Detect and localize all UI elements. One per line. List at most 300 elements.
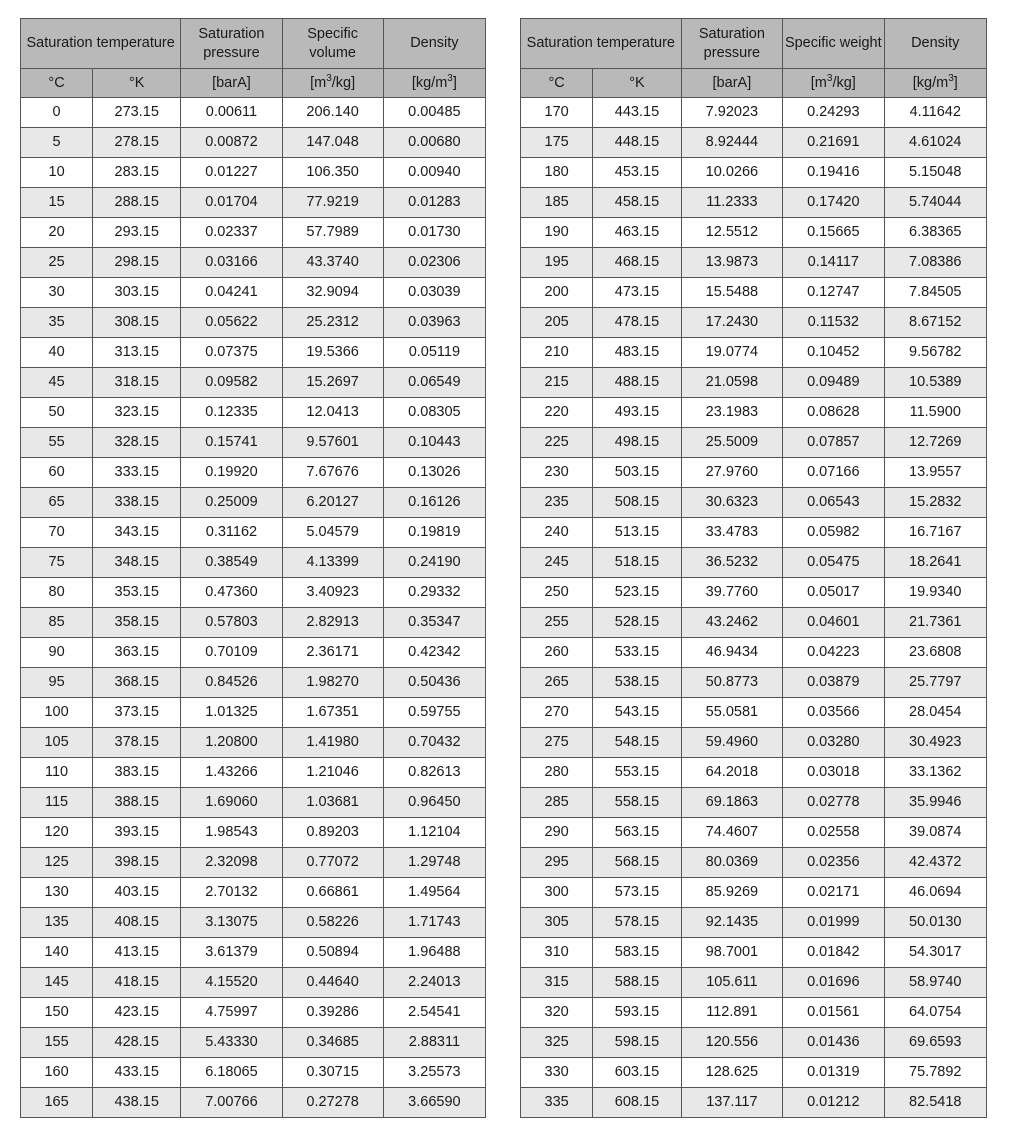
cell-temp-kelvin: 548.15 [593,728,681,758]
cell-saturation-pressure: 0.25009 [181,488,282,518]
cell-density: 58.9740 [884,968,986,998]
cell-temp-celsius: 165 [21,1088,93,1118]
cell-saturation-pressure: 120.556 [681,1028,782,1058]
cell-temp-kelvin: 303.15 [93,278,181,308]
cell-temp-celsius: 65 [21,488,93,518]
cell-temp-kelvin: 473.15 [593,278,681,308]
cell-temp-kelvin: 448.15 [593,128,681,158]
cell-temp-celsius: 295 [521,848,593,878]
cell-density: 69.6593 [884,1028,986,1058]
cell-temp-celsius: 175 [521,128,593,158]
table-row [21,998,486,1028]
cell-temp-celsius: 190 [521,218,593,248]
cell-specific-volume: 0.89203 [282,818,383,848]
table-row [521,818,987,848]
cell-temp-celsius: 160 [21,1058,93,1088]
cell-specific-volume: 32.9094 [282,278,383,308]
table-row [21,428,486,458]
cell-specific-volume: 1.67351 [282,698,383,728]
cell-saturation-pressure: 3.13075 [181,908,282,938]
cell-density: 1.29748 [383,848,485,878]
table-row [521,998,987,1028]
cell-specific-volume: 0.03018 [783,758,884,788]
cell-temp-celsius: 95 [21,668,93,698]
cell-saturation-pressure: 0.01227 [181,158,282,188]
cell-density: 50.0130 [884,908,986,938]
cell-density: 0.01730 [383,218,485,248]
cell-temp-celsius: 210 [521,338,593,368]
cell-specific-volume: 0.24293 [783,98,884,128]
cell-density: 75.7892 [884,1058,986,1088]
cell-temp-kelvin: 348.15 [93,548,181,578]
cell-temp-celsius: 100 [21,698,93,728]
table-row [21,1058,486,1088]
cell-temp-kelvin: 483.15 [593,338,681,368]
cell-temp-celsius: 45 [21,368,93,398]
cell-specific-volume: 0.01696 [783,968,884,998]
cell-saturation-pressure: 0.19920 [181,458,282,488]
cell-temp-celsius: 255 [521,608,593,638]
cell-temp-kelvin: 538.15 [593,668,681,698]
cell-density: 6.38365 [884,218,986,248]
cell-specific-volume: 0.03280 [783,728,884,758]
cell-temp-celsius: 55 [21,428,93,458]
cell-temp-kelvin: 513.15 [593,518,681,548]
cell-specific-volume: 0.58226 [282,908,383,938]
cell-temp-celsius: 290 [521,818,593,848]
table-row [521,278,987,308]
cell-temp-celsius: 85 [21,608,93,638]
cell-density: 0.00940 [383,158,485,188]
table-row [521,458,987,488]
cell-temp-kelvin: 298.15 [93,248,181,278]
cell-saturation-pressure: 0.05622 [181,308,282,338]
cell-density: 0.29332 [383,578,485,608]
cell-temp-celsius: 145 [21,968,93,998]
cell-specific-volume: 2.82913 [282,608,383,638]
table-row [521,698,987,728]
cell-saturation-pressure: 10.0266 [681,158,782,188]
cell-density: 0.05119 [383,338,485,368]
unit-volume-prefix: [m [810,74,827,91]
cell-specific-volume: 0.05017 [783,578,884,608]
cell-saturation-pressure: 11.2333 [681,188,782,218]
cell-density: 0.03039 [383,278,485,308]
cell-saturation-pressure: 92.1435 [681,908,782,938]
table-row [21,218,486,248]
cell-temp-celsius: 335 [521,1088,593,1118]
cell-temp-kelvin: 498.15 [593,428,681,458]
cell-specific-volume: 1.21046 [282,758,383,788]
header-density: Density [383,19,485,69]
cell-temp-celsius: 310 [521,938,593,968]
cell-specific-volume: 0.01436 [783,1028,884,1058]
cell-specific-volume: 0.01999 [783,908,884,938]
cell-density: 39.0874 [884,818,986,848]
cell-specific-volume: 77.9219 [282,188,383,218]
cell-saturation-pressure: 15.5488 [681,278,782,308]
unit-pressure: [barA] [681,69,782,98]
cell-temp-kelvin: 598.15 [593,1028,681,1058]
cell-temp-celsius: 330 [521,1058,593,1088]
cell-saturation-pressure: 2.70132 [181,878,282,908]
cell-density: 0.24190 [383,548,485,578]
unit-volume [282,69,383,98]
cell-temp-kelvin: 368.15 [93,668,181,698]
table-row [21,158,486,188]
table-row [521,788,987,818]
cell-density: 42.4372 [884,848,986,878]
table-row [521,128,987,158]
cell-saturation-pressure: 64.2018 [681,758,782,788]
cell-temp-kelvin: 408.15 [93,908,181,938]
unit-density-sup: 3 [948,72,954,84]
cell-specific-volume: 0.14117 [783,248,884,278]
table-row [521,728,987,758]
cell-temp-celsius: 35 [21,308,93,338]
cell-temp-celsius: 205 [521,308,593,338]
cell-temp-celsius: 155 [21,1028,93,1058]
cell-temp-kelvin: 318.15 [93,368,181,398]
table-row [521,908,987,938]
cell-temp-celsius: 230 [521,458,593,488]
table-row [521,518,987,548]
cell-temp-celsius: 235 [521,488,593,518]
cell-specific-volume: 0.01212 [783,1088,884,1118]
cell-saturation-pressure: 7.00766 [181,1088,282,1118]
cell-density: 0.82613 [383,758,485,788]
cell-density: 21.7361 [884,608,986,638]
cell-temp-celsius: 20 [21,218,93,248]
cell-density: 5.74044 [884,188,986,218]
cell-specific-volume: 0.07857 [783,428,884,458]
cell-temp-celsius: 140 [21,938,93,968]
table-row [521,1088,987,1118]
cell-temp-celsius: 120 [21,818,93,848]
cell-specific-volume: 43.3740 [282,248,383,278]
cell-temp-celsius: 10 [21,158,93,188]
table-row [521,188,987,218]
cell-specific-volume: 3.40923 [282,578,383,608]
table-row [521,218,987,248]
cell-specific-volume: 147.048 [282,128,383,158]
cell-specific-volume: 0.27278 [282,1088,383,1118]
cell-saturation-pressure: 25.5009 [681,428,782,458]
cell-temp-celsius: 265 [521,668,593,698]
table-row [521,578,987,608]
cell-saturation-pressure: 0.31162 [181,518,282,548]
cell-density: 28.0454 [884,698,986,728]
unit-density-prefix: [kg/m [912,74,949,91]
table-row [21,398,486,428]
cell-density: 46.0694 [884,878,986,908]
cell-temp-kelvin: 543.15 [593,698,681,728]
cell-saturation-pressure: 7.92023 [681,98,782,128]
cell-temp-kelvin: 553.15 [593,758,681,788]
table-row [21,698,486,728]
cell-density: 16.7167 [884,518,986,548]
cell-specific-volume: 0.44640 [282,968,383,998]
table-row [521,338,987,368]
cell-density: 10.5389 [884,368,986,398]
cell-specific-volume: 25.2312 [282,308,383,338]
cell-temp-celsius: 195 [521,248,593,278]
cell-temp-celsius: 185 [521,188,593,218]
cell-density: 0.00680 [383,128,485,158]
table-row [21,488,486,518]
cell-saturation-pressure: 0.38549 [181,548,282,578]
unit-density-suffix: ] [452,74,457,91]
table-row [521,1028,987,1058]
cell-specific-volume: 7.67676 [282,458,383,488]
cell-temp-kelvin: 438.15 [93,1088,181,1118]
cell-temp-kelvin: 458.15 [593,188,681,218]
unit-volume-sup: 3 [326,72,332,84]
table-row [521,608,987,638]
cell-temp-celsius: 320 [521,998,593,1028]
steam-table-right [520,18,987,1118]
cell-density: 3.25573 [383,1058,485,1088]
cell-density: 4.11642 [884,98,986,128]
cell-density: 82.5418 [884,1088,986,1118]
table-row [521,848,987,878]
cell-saturation-pressure: 3.61379 [181,938,282,968]
unit-density [884,69,986,98]
unit-volume [783,69,884,98]
table-row [21,278,486,308]
cell-specific-volume: 0.02356 [783,848,884,878]
cell-specific-volume: 1.03681 [282,788,383,818]
cell-density: 0.02306 [383,248,485,278]
cell-temp-kelvin: 558.15 [593,788,681,818]
table-row [21,518,486,548]
header-specific-volume: Specific volume [282,19,383,69]
cell-density: 0.19819 [383,518,485,548]
cell-specific-volume: 0.15665 [783,218,884,248]
table-row [521,668,987,698]
header-density: Density [884,19,986,69]
cell-temp-celsius: 125 [21,848,93,878]
cell-temp-kelvin: 313.15 [93,338,181,368]
cell-saturation-pressure: 6.18065 [181,1058,282,1088]
cell-saturation-pressure: 0.57803 [181,608,282,638]
cell-density: 0.42342 [383,638,485,668]
cell-saturation-pressure: 21.0598 [681,368,782,398]
cell-specific-volume: 0.02171 [783,878,884,908]
cell-saturation-pressure: 43.2462 [681,608,782,638]
unit-celsius: °C [521,69,593,98]
table-row [21,818,486,848]
cell-saturation-pressure: 0.00611 [181,98,282,128]
cell-temp-kelvin: 328.15 [93,428,181,458]
cell-specific-volume: 0.08628 [783,398,884,428]
cell-temp-kelvin: 608.15 [593,1088,681,1118]
unit-kelvin: °K [593,69,681,98]
cell-density: 1.96488 [383,938,485,968]
cell-specific-volume: 0.05982 [783,518,884,548]
cell-density: 30.4923 [884,728,986,758]
cell-specific-volume: 0.66861 [282,878,383,908]
cell-temp-kelvin: 283.15 [93,158,181,188]
cell-density: 3.66590 [383,1088,485,1118]
table-row [21,638,486,668]
table-row [521,878,987,908]
cell-density: 0.50436 [383,668,485,698]
table-row [521,938,987,968]
cell-specific-volume: 0.01561 [783,998,884,1028]
cell-density: 0.70432 [383,728,485,758]
cell-temp-celsius: 25 [21,248,93,278]
cell-temp-kelvin: 383.15 [93,758,181,788]
cell-temp-kelvin: 453.15 [593,158,681,188]
cell-saturation-pressure: 39.7760 [681,578,782,608]
cell-saturation-pressure: 46.9434 [681,638,782,668]
cell-saturation-pressure: 1.69060 [181,788,282,818]
table-row [521,248,987,278]
cell-temp-celsius: 225 [521,428,593,458]
table-row [21,338,486,368]
unit-density-suffix: ] [953,74,958,91]
cell-temp-celsius: 0 [21,98,93,128]
cell-saturation-pressure: 69.1863 [681,788,782,818]
cell-temp-celsius: 115 [21,788,93,818]
cell-temp-kelvin: 378.15 [93,728,181,758]
cell-temp-celsius: 150 [21,998,93,1028]
steam-table-left [20,18,486,1118]
cell-specific-volume: 0.02778 [783,788,884,818]
table-row [521,368,987,398]
cell-temp-celsius: 15 [21,188,93,218]
table-row [21,848,486,878]
cell-temp-celsius: 325 [521,1028,593,1058]
cell-specific-volume: 9.57601 [282,428,383,458]
cell-specific-volume: 0.19416 [783,158,884,188]
cell-temp-celsius: 275 [521,728,593,758]
unit-density [383,69,485,98]
cell-density: 0.59755 [383,698,485,728]
cell-density: 0.35347 [383,608,485,638]
cell-saturation-pressure: 12.5512 [681,218,782,248]
cell-density: 5.15048 [884,158,986,188]
cell-specific-volume: 0.02558 [783,818,884,848]
table-row [521,98,987,128]
cell-temp-kelvin: 333.15 [93,458,181,488]
cell-temp-kelvin: 503.15 [593,458,681,488]
cell-temp-kelvin: 323.15 [93,398,181,428]
cell-saturation-pressure: 50.8773 [681,668,782,698]
cell-temp-kelvin: 423.15 [93,998,181,1028]
cell-density: 0.06549 [383,368,485,398]
cell-density: 19.9340 [884,578,986,608]
cell-temp-kelvin: 443.15 [593,98,681,128]
cell-density: 0.01283 [383,188,485,218]
cell-specific-volume: 4.13399 [282,548,383,578]
cell-density: 1.49564 [383,878,485,908]
table-row [521,758,987,788]
cell-temp-kelvin: 583.15 [593,938,681,968]
cell-specific-volume: 0.39286 [282,998,383,1028]
cell-temp-kelvin: 493.15 [593,398,681,428]
cell-density: 23.6808 [884,638,986,668]
table-body-right [521,98,987,1118]
header-saturation-temperature: Saturation temperature [521,19,682,69]
cell-temp-kelvin: 393.15 [93,818,181,848]
cell-density: 0.13026 [383,458,485,488]
cell-temp-celsius: 180 [521,158,593,188]
table-row [521,488,987,518]
cell-saturation-pressure: 80.0369 [681,848,782,878]
cell-specific-volume: 0.07166 [783,458,884,488]
cell-temp-celsius: 220 [521,398,593,428]
cell-density: 54.3017 [884,938,986,968]
cell-specific-volume: 0.04223 [783,638,884,668]
cell-specific-volume: 5.04579 [282,518,383,548]
cell-density: 0.08305 [383,398,485,428]
table-row [521,638,987,668]
cell-temp-celsius: 315 [521,968,593,998]
cell-temp-kelvin: 528.15 [593,608,681,638]
unit-volume-prefix: [m [310,74,327,91]
header-saturation-pressure: Saturation pressure [181,19,282,69]
cell-saturation-pressure: 23.1983 [681,398,782,428]
cell-density: 0.16126 [383,488,485,518]
table-row [521,308,987,338]
cell-saturation-pressure: 0.04241 [181,278,282,308]
cell-density: 35.9946 [884,788,986,818]
cell-density: 1.71743 [383,908,485,938]
cell-temp-celsius: 110 [21,758,93,788]
cell-density: 64.0754 [884,998,986,1028]
cell-density: 7.08386 [884,248,986,278]
cell-saturation-pressure: 4.15520 [181,968,282,998]
cell-specific-volume: 0.09489 [783,368,884,398]
cell-temp-celsius: 70 [21,518,93,548]
unit-volume-sup: 3 [826,72,833,84]
cell-temp-celsius: 245 [521,548,593,578]
cell-temp-celsius: 50 [21,398,93,428]
unit-pressure: [barA] [181,69,282,98]
table-row [521,398,987,428]
unit-density-prefix: [kg/m [411,74,448,91]
table-row [21,938,486,968]
cell-temp-celsius: 240 [521,518,593,548]
table-row [521,428,987,458]
cell-temp-kelvin: 463.15 [593,218,681,248]
cell-saturation-pressure: 17.2430 [681,308,782,338]
cell-density: 1.12104 [383,818,485,848]
cell-temp-kelvin: 563.15 [593,818,681,848]
cell-temp-kelvin: 433.15 [93,1058,181,1088]
table-row [21,248,486,278]
cell-saturation-pressure: 0.12335 [181,398,282,428]
table-row [521,1058,987,1088]
cell-temp-celsius: 130 [21,878,93,908]
cell-temp-celsius: 170 [521,98,593,128]
cell-density: 4.61024 [884,128,986,158]
cell-temp-kelvin: 533.15 [593,638,681,668]
cell-saturation-pressure: 59.4960 [681,728,782,758]
table-row [21,98,486,128]
cell-density: 2.88311 [383,1028,485,1058]
table-row [21,578,486,608]
cell-saturation-pressure: 30.6323 [681,488,782,518]
cell-temp-celsius: 135 [21,908,93,938]
cell-temp-kelvin: 358.15 [93,608,181,638]
unit-volume-suffix: /kg] [331,74,356,91]
cell-specific-volume: 0.11532 [783,308,884,338]
cell-saturation-pressure: 112.891 [681,998,782,1028]
cell-specific-volume: 19.5366 [282,338,383,368]
